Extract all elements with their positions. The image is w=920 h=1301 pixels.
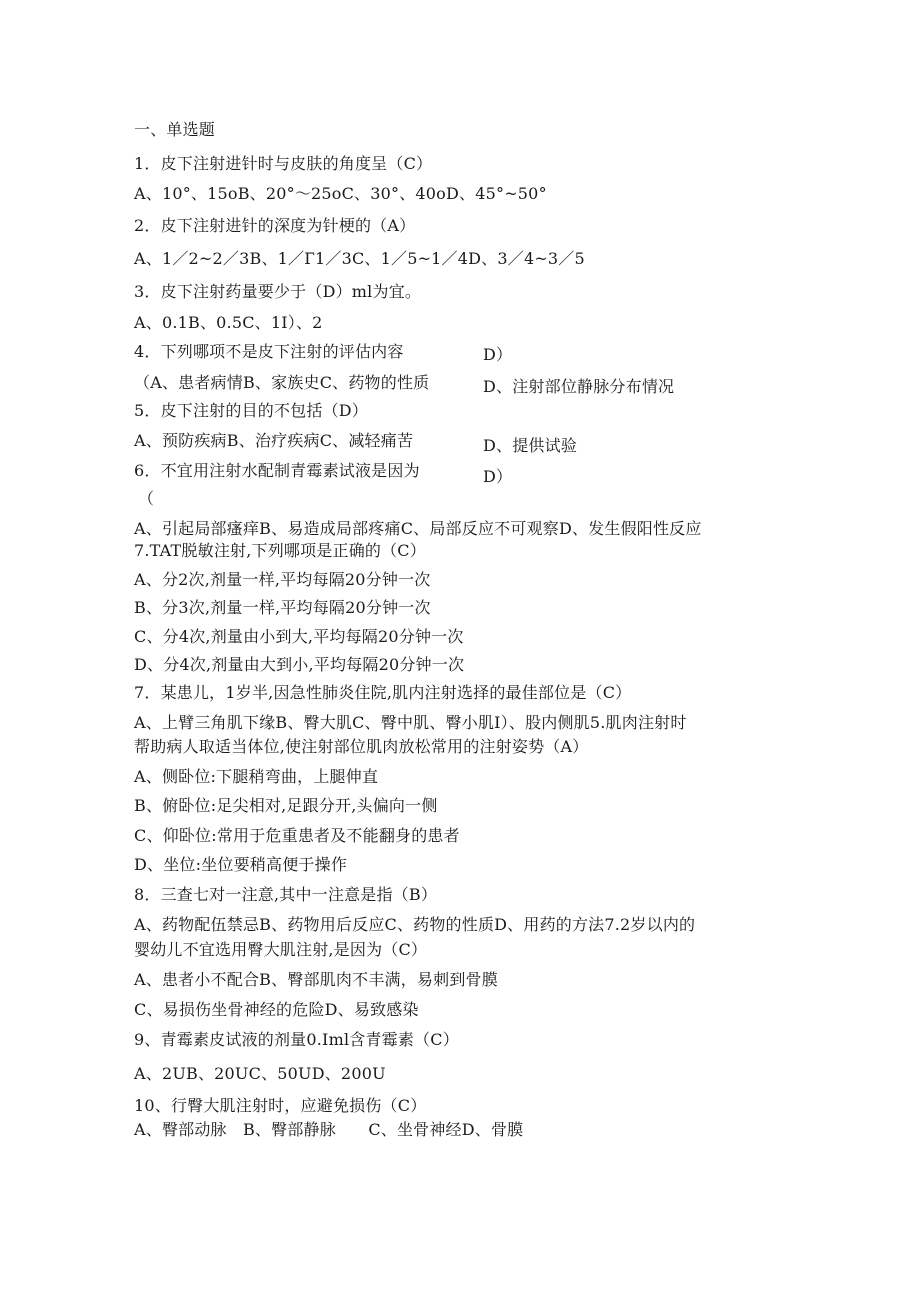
question-line: 9、青霉素皮试液的剂量0.Iml含青霉素（C） <box>134 1030 459 1049</box>
question-line: 4．下列哪项不是皮下注射的评估内容 <box>134 342 404 361</box>
option-line: A、药物配伍禁忌B、药物用后反应C、药物的性质D、用药的方法7.2岁以内的 <box>134 915 696 934</box>
question-line: 帮助病人取适当体位,使注射部位肌肉放松常用的注射姿势（A） <box>134 737 589 756</box>
question-line: 3．皮下注射药量要少于（D）ml为宜。 <box>134 282 422 301</box>
question-line-continued: （ <box>138 489 155 508</box>
question-line: 8．三查七对一注意,其中一注意是指（B） <box>134 885 438 904</box>
right-column-option: D、提供试验 <box>483 436 578 455</box>
option-line: B、俯卧位:足尖相对,足跟分开,头偏向一侧 <box>134 796 438 815</box>
option-line: C、易损伤坐骨神经的危险D、易致感染 <box>134 1000 419 1019</box>
option-line: C、仰卧位:常用于危重患者及不能翻身的患者 <box>134 826 460 845</box>
option-line: D、坐位:坐位要稍高便于操作 <box>134 855 348 874</box>
option-line: A、1／2~2／3B、1／Г1／3C、1／5~1／4D、3／4~3／5 <box>134 249 585 268</box>
question-line: 10、行臀大肌注射时，应避免损伤（C） <box>134 1096 427 1115</box>
question-line: 1．皮下注射进针时与皮肤的角度呈（C） <box>134 154 433 173</box>
option-line: B、分3次,剂量一样,平均每隔20分钟一次 <box>134 598 431 617</box>
right-column-option: D、注射部位静脉分布情况 <box>483 377 675 396</box>
question-line: 2．皮下注射进针的深度为针梗的（A） <box>134 216 416 235</box>
option-line: A、分2次,剂量一样,平均每隔20分钟一次 <box>134 570 431 589</box>
option-line: A、10°、15oB、20°～25oC、30°、40oD、45°~50° <box>134 184 547 203</box>
option-line: A、2UB、20UC、50UD、200U <box>134 1064 386 1083</box>
option-line: C、分4次,剂量由小到大,平均每隔20分钟一次 <box>134 627 464 646</box>
question-line: 婴幼儿不宜选用臀大肌注射,是因为（C） <box>134 940 428 959</box>
right-column-answer: D） <box>483 345 513 364</box>
option-line: A、预防疾病B、治疗疾病C、减轻痛苦 <box>134 431 414 450</box>
option-line: A、引起局部瘙痒B、易造成局部疼痛C、局部反应不可观察D、发生假阳性反应 <box>134 519 702 538</box>
question-line: 5．皮下注射的目的不包括（D） <box>134 401 369 420</box>
option-line: A、患者小不配合B、臀部肌肉不丰满，易刺到骨膜 <box>134 970 498 989</box>
option-line: A、上臂三角肌下缘B、臀大肌C、臀中肌、臀小肌I）、股内侧肌5.肌肉注射时 <box>134 713 687 732</box>
option-line: A、0.1B、0.5C、1I）、2 <box>134 313 323 332</box>
option-line: D、分4次,剂量由大到小,平均每隔20分钟一次 <box>134 655 465 674</box>
section-title: 一、单选题 <box>134 120 216 139</box>
option-line: A、臀部动脉 B、臀部静脉 C、坐骨神经D、骨膜 <box>134 1120 524 1139</box>
question-line: 7.TAT脱敏注射,下列哪项是正确的（C） <box>134 541 426 560</box>
option-line: A、侧卧位:下腿稍弯曲，上腿伸直 <box>134 767 379 786</box>
option-line: （A、患者病情B、家族史C、药物的性质 <box>134 373 430 392</box>
question-line: 6．不宜用注射水配制青霉素试液是因为 <box>134 461 420 480</box>
question-line: 7．某患儿，1岁半,因急性肺炎住院,肌内注射选择的最佳部位是（C） <box>134 683 632 702</box>
right-column-answer: D） <box>483 467 513 486</box>
